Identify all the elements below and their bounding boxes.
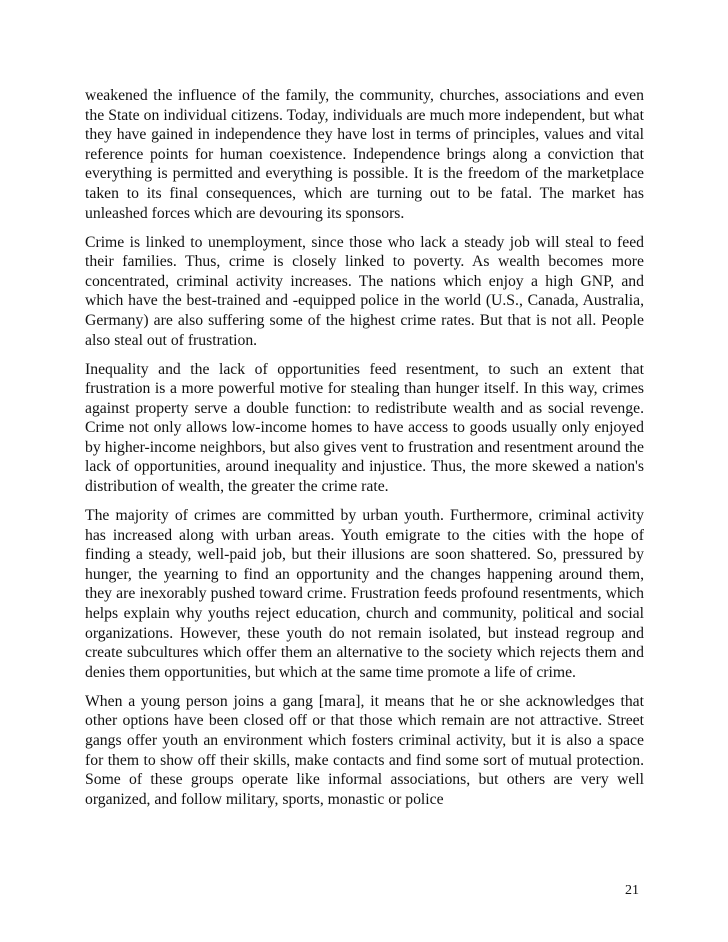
paragraph-2: Crime is linked to unemployment, since those who lack a steady job will steal to feed their families. Thus, crime is closely linked to poverty. As wealth becomes more concentrated, criminal activity increases. The nations which enjoy a high GNP, and which have the best-trained and -equipped police in the world (U.S., Canada, Australia, Germany) are also suffering some of the highest crime rates. But that is not all. People also steal out of frustration. [85, 233, 644, 349]
page-number: 21 [625, 883, 639, 898]
paragraph-1: weakened the influence of the family, the community, churches, associations and even the State on individual citizens. Today, individuals are much more independent, but what they have gained in independence they have lost in terms of principles, values and vital reference points for human coexistence. Independence brings along a conviction that everything is permitted and everything is possible. It is the freedom of the marketplace taken to its final consequences, which are turning out to be fatal. The market has unleashed forces which are devouring its sponsors. [85, 87, 644, 222]
paragraph-4: The majority of crimes are committed by urban youth. Furthermore, criminal activity has increased along with urban areas. Youth emigrate to the cities with the hope of finding a steady, well-paid job, but their illusions are soon shattered. So, pressured by hunger, the yearning to find an opportunity and the changes happening around them, they are inexorably pushed toward crime. Frustration feeds profound resentments, which helps explain why youths reject education, church and community, political and social organizations. However, these youth do not remain isolated, but instead regroup and create subcultures which offer them an alternative to the society which rejects them and denies them opportunities, but which at the same time promote a life of crime. [85, 507, 644, 681]
body-text [85, 86, 644, 819]
paragraph-3: Inequality and the lack of opportunities feed resentment, to such an extent that frustration is a more powerful motive for stealing than hunger itself. In this way, crimes against property serve a double function: to redistribute wealth and as social revenge. Crime not only allows low-income homes to have access to goods usually only enjoyed by higher-income neighbors, but also gives vent to frustration and resentment around the lack of opportunities, around inequality and injustice. Thus, the more skewed a nation's distribution of wealth, the greater the crime rate. [85, 360, 644, 496]
paragraph-5: When a young person joins a gang [mara], it means that he or she acknowledges that other options have been closed off or that those which remain are not attractive. Street gangs offer youth an environment which fosters criminal activity, but it is also a space for them to show off their skills, make contacts and find some sort of mutual protection. Some of these groups operate like informal associations, but others are very well organized, and follow military, sports, monastic or police [85, 692, 644, 808]
